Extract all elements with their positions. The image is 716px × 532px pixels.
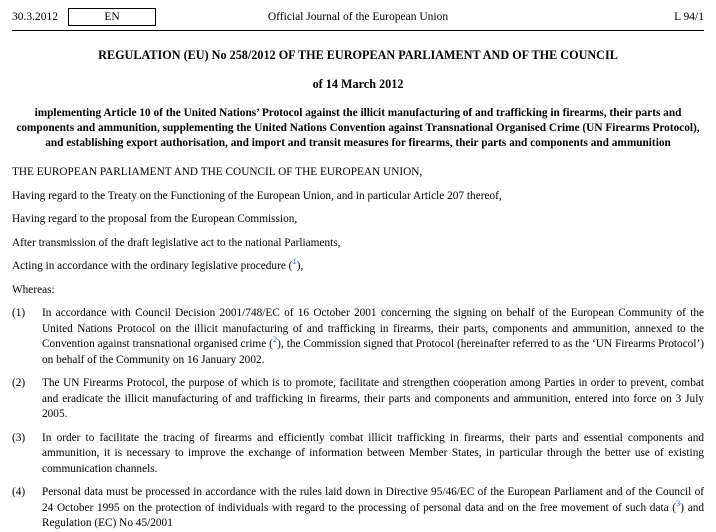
recital-item bbox=[12, 431, 704, 478]
recital-text-after: ) and Regulation (EC) No 45/2001 bbox=[42, 501, 705, 529]
recital-item bbox=[12, 306, 704, 368]
recital-text: The UN Firearms Protocol, the purpose of which is to promote, facilitate and strengthen cooperation among Parties in order to prevent, combat and eradicate the illicit manufacturing of and trafficking in firearms, their parts and components and ammunition, entered into force on 3 July 2005. bbox=[42, 377, 704, 420]
preamble-line-proposal: Having regard to the proposal from the European Commission, bbox=[12, 213, 298, 225]
preamble-line-whereas: Whereas: bbox=[12, 283, 55, 296]
title-block bbox=[12, 47, 704, 151]
preamble-line-treaty: Having regard to the Treaty on the Functioning of the European Union, and in particular Article 207 thereof, bbox=[12, 189, 502, 202]
regulation-subtitle: implementing Article 10 of the United Nations’ Protocol against the illicit manufacturing of and trafficking in firearms, their parts and components and ammunition, supplementing the United Nations Convention against Transnational Organised Crime (UN Firearms Protocol), and establishing export authorisation, and import and transit measures for firearms, their parts and components and ammunition bbox=[16, 107, 700, 149]
recital-text-before: In accordance with Council Decision 2001/748/EC of 16 October 2001 concerning the signing on behalf of the European Community of the United Nations Protocol on the illicit manufacturing of and trafficking in firearms, their parts, components and ammunition, annexed to the Convention against transnational organised crime ( bbox=[42, 307, 704, 350]
page-header bbox=[12, 8, 704, 26]
recital-text-before: Personal data must be processed in accordance with the rules laid down in Directive 95/46/EC of the European Parliament and of the Council of 24 October 1995 on the protection of individuals with regard to the processing of personal data and on the free movement of such data ( bbox=[42, 486, 704, 514]
document-body bbox=[12, 165, 704, 532]
preamble-line-parliaments: After transmission of the draft legislative act to the national Parliaments, bbox=[12, 236, 341, 249]
regulation-date: of 14 March 2012 bbox=[312, 77, 404, 91]
language-box: EN bbox=[68, 8, 156, 26]
recital-text bbox=[42, 485, 704, 532]
page-reference: L 94/1 bbox=[674, 11, 704, 23]
header-divider bbox=[12, 30, 704, 31]
recital-number: (3) bbox=[12, 431, 26, 444]
header-left bbox=[12, 8, 212, 26]
preamble-line-institutions: THE EUROPEAN PARLIAMENT AND THE COUNCIL OF THE EUROPEAN UNION, bbox=[12, 166, 423, 178]
recital-text bbox=[42, 306, 704, 368]
preamble-line-procedure bbox=[12, 256, 704, 275]
journal-title: Official Journal of the European Union bbox=[267, 11, 449, 23]
recital-item bbox=[12, 376, 704, 423]
footnote-ref-2[interactable]: 2 bbox=[272, 334, 278, 345]
recital-text: In order to facilitate the tracing of firearms and efficiently combat illicit trafficking in firearms, their parts and essential components and ammunition, it is necessary to improve the exchange of information between Member States, in particular through the better use of existing communication channels. bbox=[42, 431, 704, 475]
recital-number: (2) bbox=[12, 377, 26, 389]
recital-text-after: ), the Commission signed that Protocol (hereinafter referred to as the ‘UN Firearms Protocol’) on behalf of the Community on 16 January 2002. bbox=[42, 338, 704, 366]
regulation-title: REGULATION (EU) No 258/2012 OF THE EUROPEAN PARLIAMENT AND OF THE COUNCIL bbox=[98, 48, 618, 62]
procedure-text-before: Acting in accordance with the ordinary legislative procedure ( bbox=[12, 260, 293, 272]
recital-number: (4) bbox=[12, 486, 26, 498]
recital-number: (1) bbox=[12, 307, 26, 319]
procedure-text-after: ), bbox=[296, 260, 304, 272]
footnote-ref-1[interactable]: 1 bbox=[292, 256, 297, 267]
recital-item bbox=[12, 485, 704, 532]
footnote-ref-3[interactable]: 3 bbox=[676, 497, 681, 508]
publication-date: 30.3.2012 bbox=[12, 11, 58, 23]
